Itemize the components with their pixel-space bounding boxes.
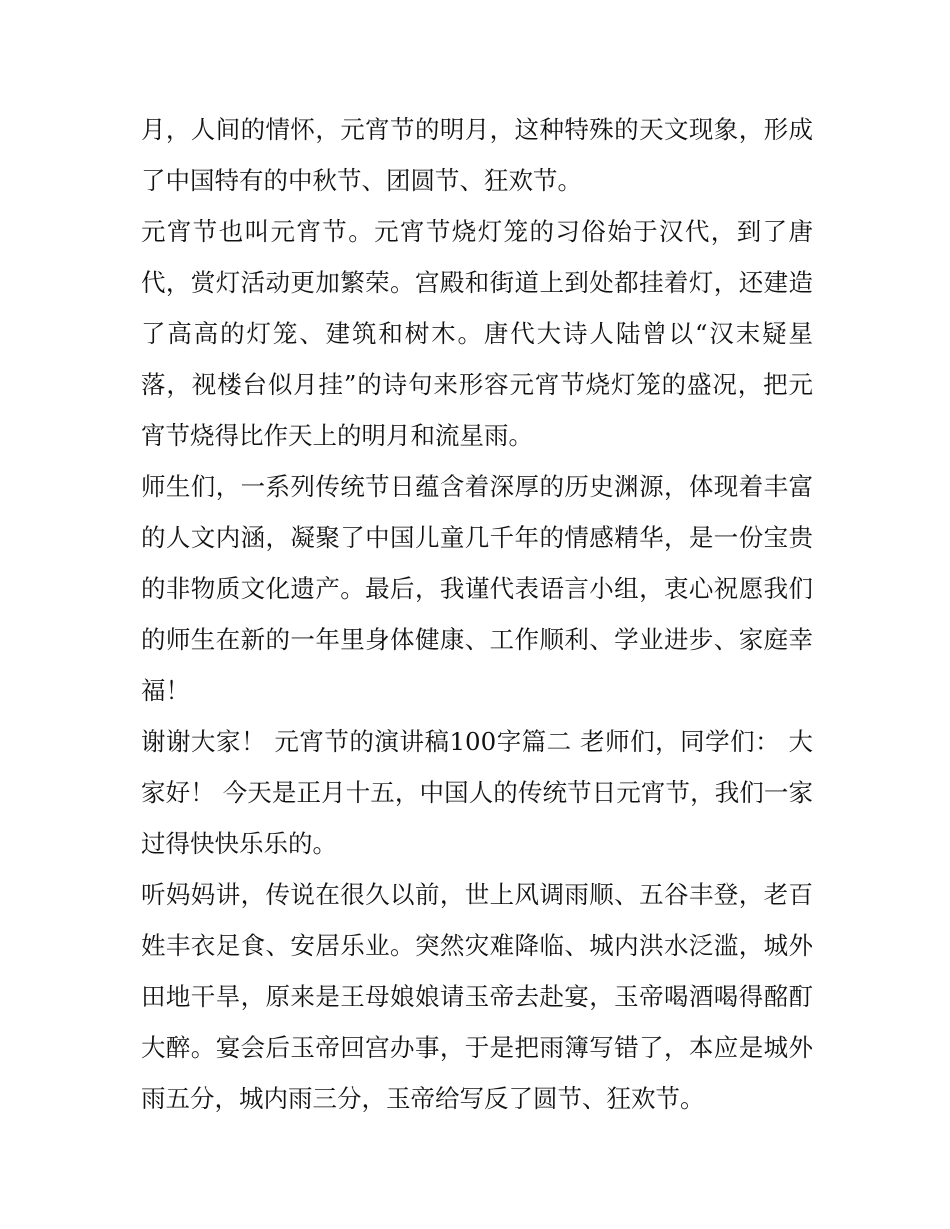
paragraph-5: 听妈妈讲，传说在很久以前，世上风调雨顺、五谷丰登，老百姓丰衣足食、安居乐业。突然灾难降临、城内洪水泛滥，城外田地干旱，原来是王母娘娘请玉帝去赴宴，玉帝喝酒喝得酩酊大醉。宴会后玉帝回宫办事，于是把雨簿写错了，本应是城外雨五分，城内雨三分，玉帝给写反了圆节、狂欢节。 [141,880,813,1113]
paragraph-3: 师生们，一系列传统节日蕴含着深厚的历史渊源，体现着丰富的人文内涵，凝聚了中国儿童几千年的情感精华，是一份宝贵的非物质文化遗产。最后，我谨代表语言小组，衷心祝愿我们的师生在新的一年里身体健康、工作顺利、学业进步、家庭幸福！ [141,472,813,705]
paragraph-1: 月，人间的情怀，元宵节的明月，这种特殊的天文现象，形成了中国特有的中秋节、团圆节、狂欢节。 [141,115,813,195]
paragraph-4: 谢谢大家！ 元宵节的演讲稿100字篇二 老师们，同学们： 大家好！ 今天是正月十五，中国人的传统节日元宵节，我们一家过得快快乐乐的。 [141,727,813,858]
document-body [141,104,813,1124]
paragraph-2: 元宵节也叫元宵节。元宵节烧灯笼的习俗始于汉代，到了唐代，赏灯活动更加繁荣。宫殿和街道上到处都挂着灯，还建造了高高的灯笼、建筑和树木。唐代大诗人陆曾以“汉末疑星落，视楼台似月挂”的诗句来形容元宵节烧灯笼的盛况，把元宵节烧得比作天上的明月和流星雨。 [141,217,813,450]
